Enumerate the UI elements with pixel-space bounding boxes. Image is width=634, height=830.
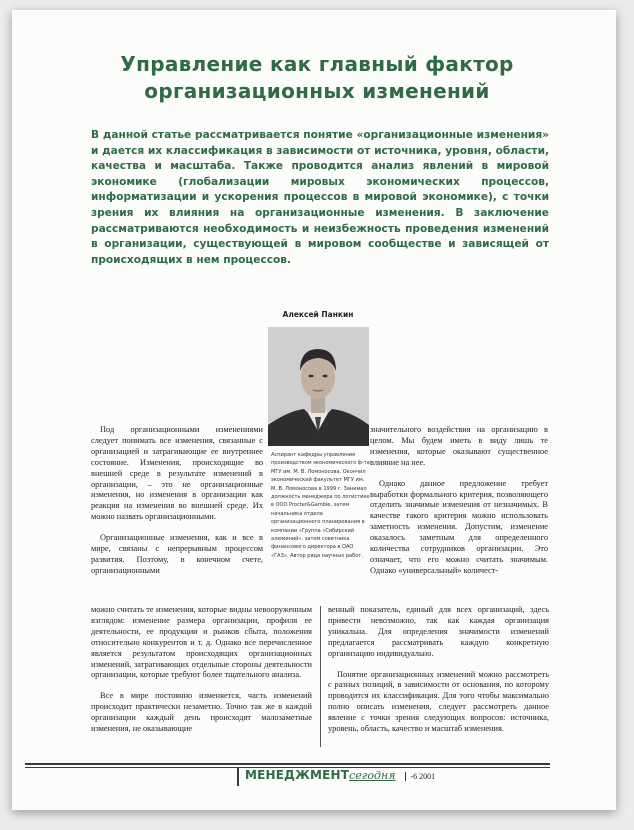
footer — [237, 768, 435, 786]
column-2-top — [370, 425, 548, 587]
column-1-top — [91, 425, 263, 587]
author-bio: Аспирант кафедры управления производством экономического ф-та МГУ им. М. В. Ломоносова. Окончил экономический факультет МГУ им. М. В. Ломоносова в 1999 г. Занимал должность менеджера по логистике в ООО Procter&Gamble, затем начальника отдела организационного планирования в компании «Группа «Сибирский алюминий», затем советника финансового директора в ОАО «ГАЗ». Автор ряда научных работ. — [271, 452, 370, 559]
column-divider — [320, 606, 321, 747]
paragraph: Однако данное предложение требует выработки формального критерия, позволяющего отделить значимые изменения от незначимых. В качестве такого критерия можно использовать заметность изменения. Допустим, изменение оказалось заметным для определенного количества сотрудников организации. Это означает, что его можно считать значимым. Однако «универсальный» количест- — [370, 478, 548, 575]
paragraph: венный показатель, единый для всех организаций, здесь привести невозможно, так как каждая организация уникальна. Для определения значимости изменений предлагается рассматривать каждую конкретную организацию индивидуально. — [328, 605, 549, 658]
author-name: Алексей Панкин — [282, 310, 354, 319]
author-photo — [268, 327, 369, 446]
portrait-image — [268, 327, 369, 446]
magazine-logo-sub: сегодня — [349, 769, 396, 782]
paragraph: Понятие организационных изменений можно рассмотреть с разных позиций, в зависимости от основания, по которому проводится их классификация. Для того чтобы максимально полно описать изменения, следует рассмотреть данное явление с точки зрения следующих вопросов: источника, уровень, область, качество и масштаб изменения. — [328, 669, 549, 734]
issue-number: -6 2001 — [405, 772, 435, 781]
column-1-bottom — [91, 605, 312, 745]
article-title — [0, 51, 634, 105]
paragraph: Под организационными изменениями следует понимать все изменения, связанные с организацией и затрагивающие ее внутреннее состояние. Изменения, происходящие во внешней среде в результате изменений в организации, – это не организационные изменения, но изменения в организации как реакция на изменения во внешней среде. Их можно назвать организационными. — [91, 425, 263, 522]
paragraph: значительного воздействия на организацию в целом. Мы будем иметь в виду лишь те изменения, которые оказывают существенное влияние на нее. — [370, 425, 548, 467]
title-line-1: Управление как главный фактор — [120, 52, 514, 76]
article-abstract: В данной статье рассматривается понятие «организационные изменения» и дается их классификация в зависимости от источника, уровня, области, качества и масштаба. Также проводится анализ явлений в мировой экономике (глобализации мировых экономических процессов, информатизации и ускорения процессов в мировой экономике), с точки зрения их влияния на организационные изменения. В заключение рассматриваются необходимость и неизбежность проведения изменений в организации, существующей в мировом сообществе и зависящей от происходящих в нем процессов. — [91, 129, 550, 266]
title-line-2: организационных изменений — [144, 79, 490, 103]
paragraph: Организационные изменения, как и все в мире, связаны с непрерывным процессом развития. Поэтому, в конечном счете, организационными — [91, 533, 263, 575]
paragraph: можно считать те изменения, которые видны невооруженным взглядом: изменение размера организации, профиля ее деятельности, ее продукции и рынков сбыта, положения относительно конкурентов и т. д. Однако все перечисленное является результатом происходящих организационных изменений, затрагивающих отдельные стороны деятельности организации, которые требуют более тщательного анализа. — [91, 605, 312, 680]
footer-rule — [25, 763, 550, 765]
magazine-logo: МЕНЕДЖМЕНТ — [245, 768, 350, 782]
paragraph: Все в мире постоянно изменяется, часть изменений происходит практически незаметно. Точно так же в каждой организации каждый день происходят малозаметные изменения, не оказывающие — [91, 691, 312, 734]
column-2-bottom — [328, 605, 549, 745]
